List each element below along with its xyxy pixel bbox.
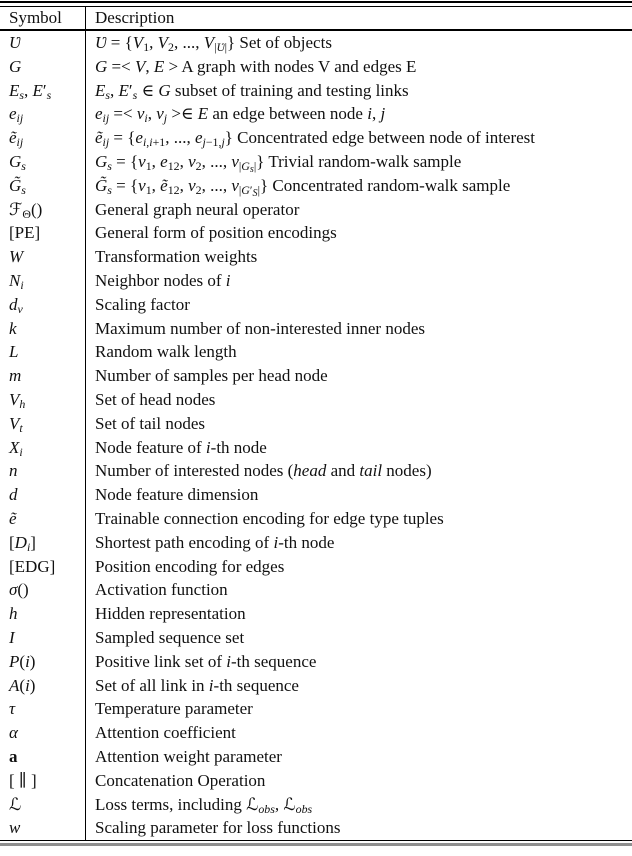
table-row [0,245,632,269]
table-row [0,507,632,531]
header-description: Description [95,8,175,27]
symbol-cell: σ() [0,578,86,602]
description-cell: Maximum number of non-interested inner nodes [95,318,426,338]
description-cell: Temperature parameter [95,699,253,719]
table-row [0,626,632,650]
symbol-cell: ẽ [0,507,86,531]
table-row [0,745,632,769]
table-row [0,31,632,55]
symbol-cell: $G_s$ [0,150,86,174]
symbol-cell: α [0,721,86,745]
table-row [0,150,632,174]
table-row [0,364,632,388]
symbol-cell: $N_i$ [0,269,86,293]
table-row [0,769,632,793]
table-row [0,221,632,245]
description-cell: Set of head nodes [95,389,216,409]
table-row [0,102,632,126]
table-row [0,483,632,507]
description-cell: Transformation weights [95,247,258,267]
description-cell: Number of interested nodes (head and tail nodes) [95,461,432,481]
table-row [0,721,632,745]
symbol-cell: $V_h$ [0,388,86,412]
table-row [0,555,632,579]
table-row [0,317,632,341]
symbol-cell: $d_v$ [0,293,86,317]
table-row [0,459,632,483]
description-cell: Positive link set of i-th sequence [95,651,317,671]
table-row [0,650,632,674]
symbol-cell: a [0,745,86,769]
description-cell: Scaling parameter for loss functions [95,818,341,838]
description-cell: General graph neural operator [95,199,300,219]
description-cell: G =< V, E > A graph with nodes V and edges E [95,56,417,76]
table-row [0,340,632,364]
symbol-cell: [PE] [0,221,86,245]
symbol-cell: ℱ$_\Theta$() [0,198,86,222]
description-cell: Random walk length [95,342,237,362]
symbol-cell: d [0,483,86,507]
top-rule-outer [0,1,632,3]
description-cell: Set of all link in i-th sequence [95,675,299,695]
table-row [0,174,632,198]
symbol-cell: [EDG] [0,555,86,579]
symbol-cell: P(i) [0,650,86,674]
description-cell: Activation function [95,580,228,600]
symbol-cell: W [0,245,86,269]
symbol-cell: n [0,459,86,483]
description-cell: Concatenation Operation [95,770,266,790]
symbol-cell: $[D_i]$ [0,531,86,555]
symbol-cell: $e_{ij}$ [0,102,86,126]
description-cell: Set of tail nodes [95,413,206,433]
symbol-cell: h [0,602,86,626]
symbol-cell: L [0,340,86,364]
symbol-cell: A(i) [0,674,86,698]
symbol-cell: m [0,364,86,388]
description-cell: Neighbor nodes of i [95,270,231,290]
description-cell: $G̃_s = \{v_1$, ẽ$_{12}$, $v_2$, ..., $v_{|G'_S|}$} Concentrated random-walk sample [95,175,511,199]
description-cell: Number of samples per head node [95,366,328,386]
table-row [0,269,632,293]
table-row [0,578,632,602]
table-row [0,793,632,817]
description-cell: ẽ$_{ij}$ = {$e_{i,i+1}$, ..., $e_{j-1,j}$} Concentrated edge between node of interest [95,128,536,150]
table-row [0,602,632,626]
symbol-cell: ẽ$_{ij}$ [0,126,86,150]
table-row [0,198,632,222]
symbol-cell: w [0,816,86,840]
description-cell: Sampled sequence set [95,627,245,647]
symbol-cell: Ʋ [0,31,86,55]
table-row [0,697,632,721]
description-cell: $e_{ij} =< v_i$, $v_j$ >∈ E an edge between node i, j [95,104,386,126]
symbol-cell: k [0,317,86,341]
description-cell: Trainable connection encoding for edge type tuples [95,508,444,528]
description-cell: Node feature dimension [95,485,259,505]
symbol-cell: $X_i$ [0,436,86,460]
description-cell: Scaling factor [95,294,190,314]
description-cell: Hidden representation [95,604,246,624]
symbol-cell: G [0,55,86,79]
description-cell: Position encoding for edges [95,556,285,576]
bottom-rule-outer [0,843,632,846]
table-row [0,293,632,317]
table-header-row [0,7,632,29]
table-row [0,436,632,460]
table-row [0,126,632,150]
symbol-cell: I [0,626,86,650]
symbol-cell: ℒ [0,793,86,817]
table-row [0,531,632,555]
description-cell: Loss terms, including ℒ$_{obs}$, ℒ$_{obs}$ [95,794,313,816]
description-cell: $E_s$, $E'_s$ ∈ G subset of training and testing links [95,80,409,102]
symbol-cell: $G̃_s$ [0,174,86,198]
description-cell: General form of position encodings [95,223,337,243]
symbol-cell: τ [0,697,86,721]
table-row [0,55,632,79]
header-symbol: Symbol [0,7,86,29]
table-row [0,388,632,412]
description-cell: Attention coefficient [95,723,236,743]
description-cell: Attention weight parameter [95,746,282,766]
table-row [0,816,632,840]
table-body [0,31,632,840]
table-row [0,79,632,103]
table-row [0,674,632,698]
description-cell: Shortest path encoding of i-th node [95,532,335,552]
symbol-cell: $V_t$ [0,412,86,436]
symbol-cell: $E_s$, $E'_s$ [0,79,86,103]
description-cell: Node feature of i-th node [95,437,267,457]
description-cell: $G_s = \{v_1$, $e_{12}$, $v_2$, ..., $v_{|G_s|}$} Trivial random-walk sample [95,151,462,175]
description-cell: Ʋ = {$V_1$, $V_2$, ..., $V_{|Ʋ|}$} Set of objects [95,33,332,54]
table-row [0,412,632,436]
bottom-rule-inner [0,840,632,841]
symbol-cell: [ ∥ ] [0,769,86,793]
